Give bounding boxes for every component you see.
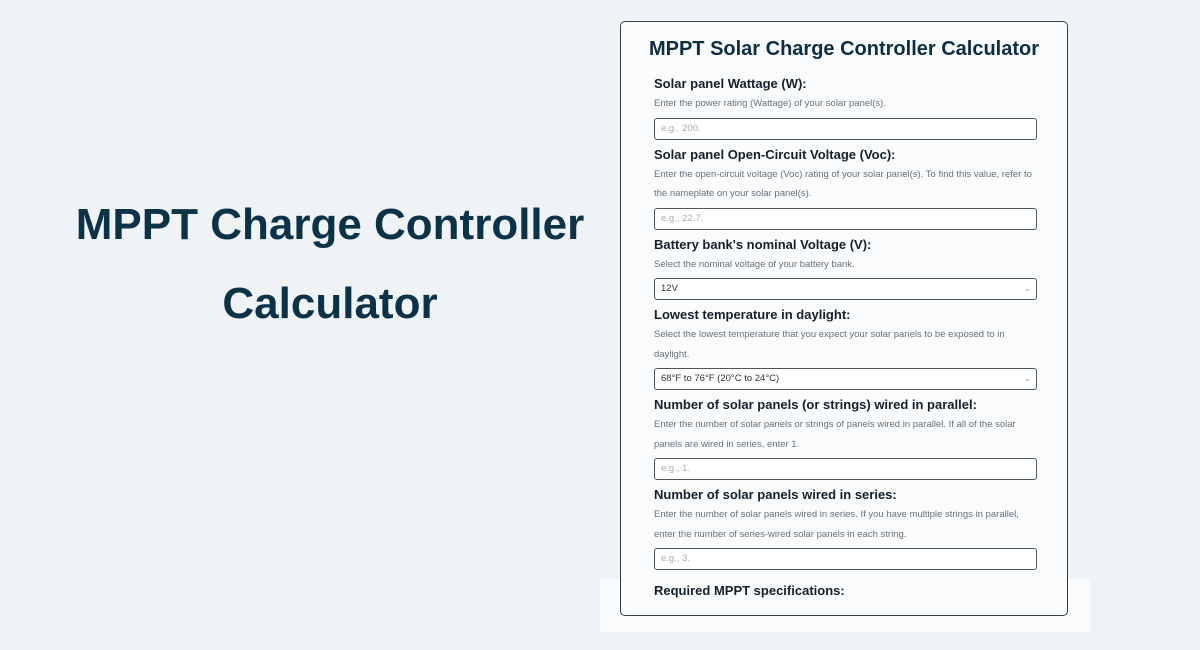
temperature-select[interactable]: [654, 368, 1037, 390]
hero-title: [40, 185, 620, 343]
field-battery-voltage: [654, 235, 1037, 301]
parallel-input[interactable]: e.g., 1.: [654, 458, 1037, 480]
field-description: Enter the number of solar panels or strings of panels wired in parallel. If all of the solar panels are wired in series, enter 1.: [654, 419, 1016, 450]
hero-title-line2: Calculator: [222, 279, 438, 328]
field-label: Solar panel Wattage (W):: [654, 76, 807, 91]
results-heading: Required MPPT specifications:: [654, 583, 845, 598]
field-label: Battery bank's nominal Voltage (V):: [654, 236, 872, 252]
field-description: Enter the open-circuit voltage (Voc) rating of your solar panel(s). To find this value, refer to the nameplate on your solar panel(s).: [654, 168, 1032, 199]
field-series: [654, 485, 1037, 570]
field-description: Select the nominal voltage of your battery bank.: [654, 258, 855, 270]
select-value: 68°F to 76°F (20°C to 24°C): [661, 373, 780, 384]
field-label: Solar panel Open-Circuit Voltage (Voc):: [654, 146, 896, 162]
calculator-title: MPPT Solar Charge Controller Calculator: [648, 38, 1040, 60]
field-voc: [654, 145, 1037, 230]
field-label: Number of solar panels wired in series:: [654, 487, 897, 502]
field-description: Select the lowest temperature that you expect your solar panels to be exposed to in daylight.: [654, 329, 1005, 360]
calculator-form: [654, 74, 1037, 601]
field-wattage: [654, 74, 1037, 140]
select-value: 12V: [661, 283, 678, 294]
field-parallel: [654, 395, 1037, 480]
field-label: Lowest temperature in daylight:: [654, 307, 851, 322]
hero-title-line1: MPPT Charge Controller: [75, 200, 585, 249]
calculator-card: [620, 21, 1068, 616]
field-description: Enter the number of solar panels wired in series. If you have multiple strings in parallel, enter the number of series-wired solar panels in each string.: [654, 509, 1019, 540]
field-description: Enter the power rating (Wattage) of your solar panel(s).: [654, 98, 886, 109]
series-input[interactable]: e.g., 3.: [654, 548, 1037, 570]
field-lowest-temperature: [654, 305, 1037, 390]
chevron-down-icon: ⌄: [1024, 374, 1031, 383]
battery-voltage-select[interactable]: [654, 278, 1037, 300]
chevron-down-icon: ⌄: [1024, 284, 1031, 293]
field-label: Number of solar panels (or strings) wired in parallel:: [654, 397, 977, 412]
wattage-input[interactable]: e.g., 200.: [654, 118, 1037, 140]
voc-input[interactable]: e.g., 22.7.: [654, 208, 1037, 230]
